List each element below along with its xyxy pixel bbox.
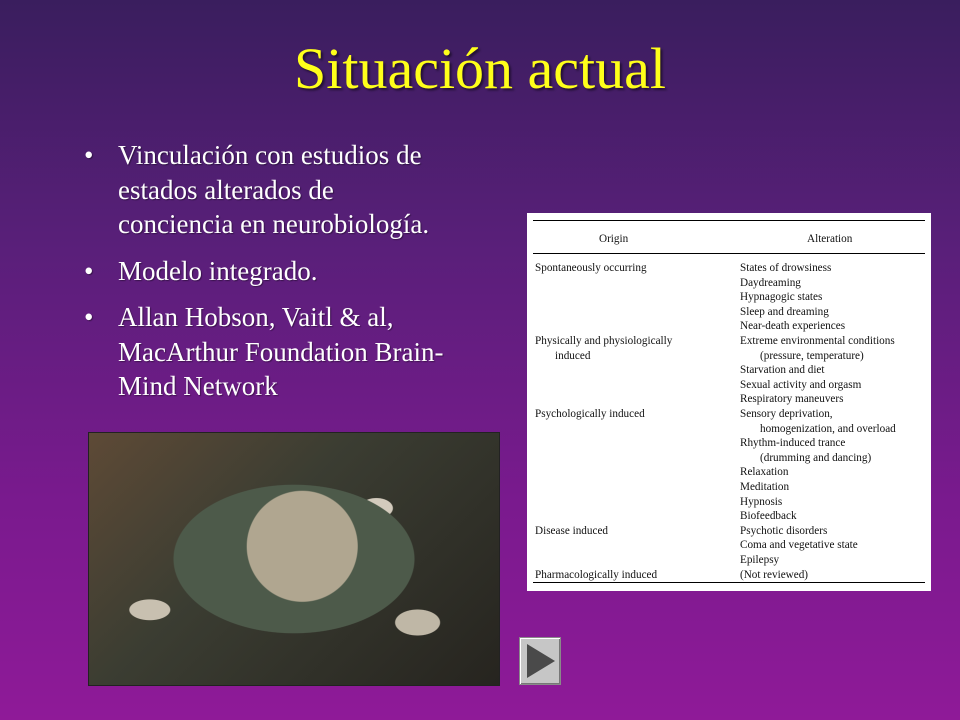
table-header-rule xyxy=(533,253,925,254)
bullet-line: Vinculación con estudios de xyxy=(118,140,422,170)
table-row xyxy=(527,538,931,553)
bullet-dot: • xyxy=(84,255,94,286)
cell-alteration: Relaxation xyxy=(740,466,789,479)
table-row xyxy=(527,480,931,495)
table-row xyxy=(527,509,931,524)
table-row xyxy=(527,363,931,378)
bullet-line: Modelo integrado. xyxy=(118,255,318,286)
table-row xyxy=(527,407,931,422)
cell-alteration: Rhythm-induced trance xyxy=(740,437,846,450)
cell-alteration: Respiratory maneuvers xyxy=(740,393,844,406)
cell-alteration: Psychotic disorders xyxy=(740,524,828,537)
cell-alteration: (Not reviewed) xyxy=(740,568,809,581)
table-row xyxy=(527,568,931,583)
alteration-table xyxy=(527,213,931,591)
ritual-photo xyxy=(88,432,500,686)
table-row xyxy=(527,436,931,451)
table-row xyxy=(527,305,931,320)
cell-alteration: Hypnosis xyxy=(740,495,783,508)
bullet-dot: • xyxy=(84,302,94,332)
table-row xyxy=(527,290,931,305)
table-row xyxy=(527,392,931,407)
cell-origin: Pharmacologically induced xyxy=(535,568,658,581)
table-row xyxy=(527,276,931,291)
cell-alteration: Meditation xyxy=(740,481,790,493)
cell-alteration: (pressure, temperature) xyxy=(760,349,864,362)
slide-title: Situación actual xyxy=(293,36,667,101)
bullet-line: conciencia en neurobiología. xyxy=(118,209,430,239)
bullet-item xyxy=(84,138,514,242)
bullet-item xyxy=(84,300,514,404)
cell-alteration: homogenization, and overload xyxy=(760,422,896,435)
cell-alteration: Coma and vegetative state xyxy=(740,539,858,552)
cell-alteration: Starvation and diet xyxy=(740,364,825,377)
bullet-list xyxy=(84,138,514,416)
bullet-dot: • xyxy=(84,140,94,170)
table-row xyxy=(527,349,931,364)
table-row xyxy=(527,422,931,437)
cell-alteration: Extreme environmental conditions xyxy=(740,335,895,347)
cell-alteration: Sleep and dreaming xyxy=(740,305,829,318)
bullet-line: Allan Hobson, Vaitl & al, xyxy=(118,302,394,332)
header-origin: Origin xyxy=(599,233,629,245)
cell-alteration: Daydreaming xyxy=(740,276,801,289)
cell-alteration: Sensory deprivation, xyxy=(740,408,833,420)
table-row xyxy=(527,451,931,466)
cell-alteration: Sexual activity and orgasm xyxy=(740,378,862,391)
cell-alteration: (drumming and dancing) xyxy=(760,451,872,464)
header-alteration: Alteration xyxy=(807,233,853,245)
play-arrow-icon xyxy=(520,638,560,684)
table-row xyxy=(527,378,931,393)
cell-origin: induced xyxy=(555,349,591,362)
cell-origin: Physically and physiologically xyxy=(535,335,673,347)
table-bottom-rule xyxy=(533,582,925,583)
table-row xyxy=(527,553,931,568)
bullet-line: Mind Network xyxy=(118,371,278,401)
cell-alteration: Epilepsy xyxy=(740,554,780,566)
table-row xyxy=(527,319,931,334)
table-row xyxy=(527,261,931,276)
table-row xyxy=(527,524,931,539)
bullet-line: estados alterados de xyxy=(118,174,334,205)
cell-alteration: Near-death experiences xyxy=(740,320,846,333)
table-row xyxy=(527,495,931,510)
cell-origin: Spontaneously occurring xyxy=(535,262,647,274)
cell-alteration: Hypnagogic states xyxy=(740,291,823,304)
cell-alteration: Biofeedback xyxy=(740,510,797,523)
cell-origin: Psychologically induced xyxy=(535,408,645,420)
play-button[interactable] xyxy=(519,637,561,685)
table-top-rule xyxy=(533,220,925,221)
cell-origin: Disease induced xyxy=(535,524,609,537)
bullet-line: MacArthur Foundation Brain- xyxy=(118,336,444,367)
table-row xyxy=(527,465,931,480)
cell-alteration: States of drowsiness xyxy=(740,262,832,274)
bullet-item xyxy=(84,254,514,289)
table-row xyxy=(527,334,931,349)
